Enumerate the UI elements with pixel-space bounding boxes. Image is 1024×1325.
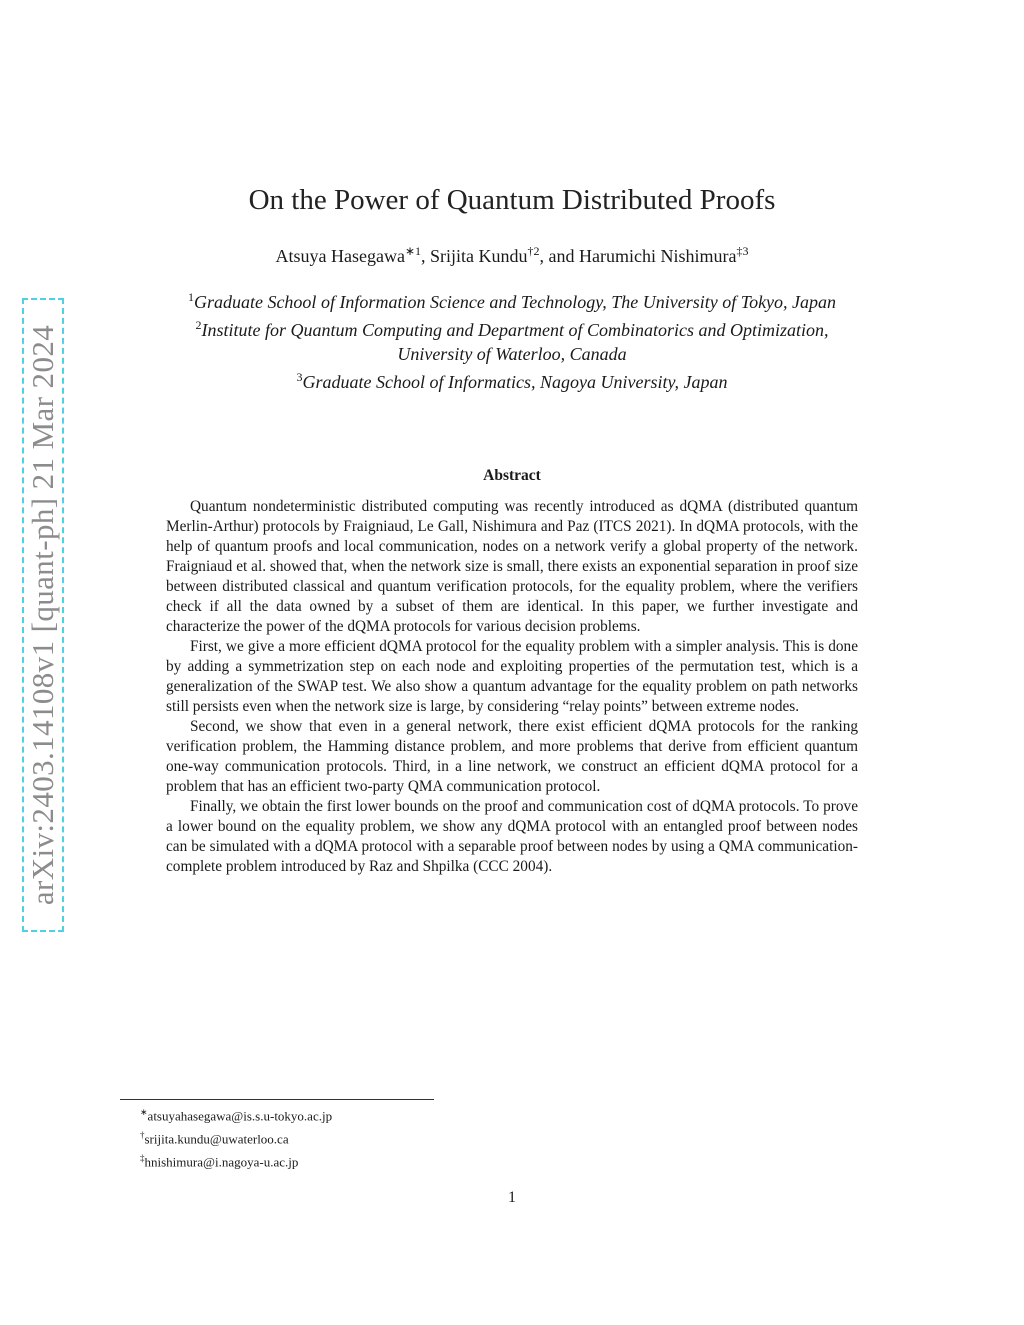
author-separator: , and: [539, 246, 580, 266]
abstract-paragraph: Quantum nondeterministic distributed computing was recently introduced as dQMA (distributed quantum Merlin-Arthur) protocols by Fraigniaud, Le Gall, Nishimura and Paz (ITCS 2021). In dQMA protocols, with the help of quantum proofs and local communication, nodes on a network verify a global property of the network. Fraigniaud et al. showed that, when the network size is small, there exists an exponential separation in proof size between distributed classical and quantum verification protocols, for the equality problem, where the verifiers check if all the data owned by a subset of them are identical. In this paper, we further investigate and characterize the power of the dQMA protocols for various decision problems.: [166, 498, 858, 635]
abstract-paragraph: First, we give a more efficient dQMA protocol for the equality problem with a simpler analysis. This is done by adding a symmetrization step on each node and exploiting properties of the permutation test, which is a generalization of the SWAP test. We also show a quantum advantage for the equality problem on path networks still persists even when the network size is large, by considering “relay points” between extreme nodes.: [166, 638, 858, 715]
author-marks: †2: [527, 244, 540, 258]
affiliation-text: University of Waterloo, Canada: [397, 343, 627, 364]
affiliation-line: [120, 314, 904, 342]
footnotes: [140, 1103, 332, 1171]
affiliation-list: [120, 286, 904, 394]
author-name: Harumichi Nishimura: [579, 246, 737, 266]
abstract-paragraph: Finally, we obtain the first lower bounds on the proof and communication cost of dQMA protocols. To prove a lower bound on the equality problem, we show any dQMA protocol with an entangled proof between nodes can be simulated with a dQMA protocol with a separable proof between nodes by using a QMA communication-complete problem introduced by Raz and Shpilka (CCC 2004).: [166, 798, 858, 875]
abstract-heading: Abstract: [483, 467, 541, 484]
footnote-mark: ‡: [140, 1152, 145, 1163]
footnote-mark: †: [140, 1129, 145, 1140]
author-marks: ∗1: [404, 244, 422, 258]
footnote: [140, 1103, 332, 1126]
footnote-email: srijita.kundu@uwaterloo.ca: [144, 1131, 289, 1147]
footnote: [140, 1149, 332, 1172]
author-separator: ,: [421, 246, 431, 266]
affiliation-text: Graduate School of Informatics, Nagoya University, Japan: [302, 371, 728, 392]
footnote-email: atsuyahasegawa@is.s.u-tokyo.ac.jp: [147, 1108, 333, 1124]
author-name: Atsuya Hasegawa: [275, 246, 405, 266]
author-list: [120, 244, 904, 267]
abstract-body: [166, 497, 858, 877]
author-name: Srijita Kundu: [430, 246, 528, 266]
abstract-paragraph: Second, we show that even in a general network, there exist efficient dQMA protocols for the ranking verification problem, the Hamming distance problem, and more problems that derive from efficient quantum one-way communication protocols. Third, in a line network, we construct an efficient dQMA protocol for a problem that has an efficient two-party QMA communication protocol.: [166, 718, 858, 795]
footnote-rule: [120, 1099, 434, 1100]
affiliation-text: Graduate School of Information Science and Technology, The University of Tokyo, Japan: [193, 292, 837, 312]
arxiv-stamp: [22, 298, 64, 932]
affiliation-line: [120, 366, 904, 394]
affiliation-text: Institute for Quantum Computing and Department of Combinatorics and Optimization,: [201, 320, 829, 341]
affiliation-line: [120, 286, 904, 314]
arxiv-identifier: arXiv:2403.14108v1 [quant-ph] 21 Mar 2024: [25, 324, 60, 906]
footnote-mark: ∗: [140, 1107, 148, 1117]
footnote: [140, 1126, 332, 1149]
page-number: 1: [508, 1189, 516, 1206]
affiliation-mark: 3: [296, 369, 303, 384]
paper-title: On the Power of Quantum Distributed Proofs: [248, 184, 776, 216]
footnote-email: hnishimura@i.nagoya-u.ac.jp: [144, 1153, 299, 1169]
affiliation-mark: 1: [187, 290, 194, 304]
affiliation-mark: 2: [195, 318, 202, 333]
author-marks: ‡3: [736, 244, 749, 258]
affiliation-line: [120, 343, 904, 366]
